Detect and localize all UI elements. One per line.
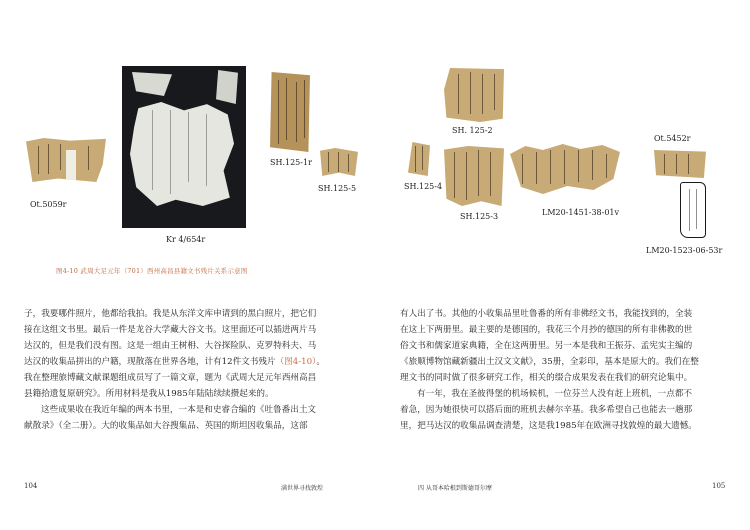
manuscript-fragment-ot5059: [26, 138, 106, 182]
running-title: 四 从哥本哈根到斯德哥尔摩: [418, 485, 492, 492]
running-title: 满世界寻找敦煌: [281, 485, 324, 492]
left-body-text: [24, 306, 354, 434]
text-line: 子，我要哪件照片，他都给我拍。我是从东洋文库申请到的黑白照片，把它们: [24, 309, 317, 319]
manuscript-fragment-lm20-1523: [680, 182, 706, 238]
text-line: 献散录》（全二册）。大的收集品如大谷搜集品、英国的斯坦因收集品，这部: [24, 421, 308, 431]
label-lm20-1451: LM20-1451-38-01v: [542, 208, 620, 217]
manuscript-fragment-sh1254: [408, 142, 430, 176]
right-page: [392, 42, 736, 502]
manuscript-fragment-sh1252: [444, 68, 504, 122]
page-number: 104: [24, 482, 38, 490]
manuscript-fragment-ot5452: [654, 150, 706, 178]
text-line: 达汉的收集品拼出的户籍，现散落在世界各地，计有12件文书残片（图4-10）。: [24, 357, 325, 367]
label-sh1255: SH.125-5: [318, 184, 357, 193]
figure-reference-link[interactable]: （图4-10）: [275, 357, 317, 367]
text-line: 里，把马达汉的收集品调查清楚，这是我1985年在欧洲寻找敦煌的最大遗憾。: [400, 421, 697, 431]
left-page: [16, 42, 360, 502]
manuscript-fragment-kr4: [122, 66, 246, 228]
label-sh1252: SH. 125-2: [452, 126, 493, 135]
figure-caption: 图4-10 武周大足元年（701）西州高昌县籍文书残片关系示意图: [56, 267, 248, 275]
text-line: 接在这组文书里。最后一件是龙谷大学藏大谷文书。这里面还可以插进两片马: [24, 325, 317, 335]
manuscript-fragment-lm20-1451: [510, 144, 620, 194]
text-line: 着急，因为她很快可以搭后面的班机去赫尔辛基。我多希望自己也能去一趟那: [400, 405, 693, 415]
label-sh1254: SH.125-4: [404, 182, 443, 191]
label-sh1251: SH.125-1r: [270, 158, 312, 167]
text-line: 这些成果收在我近年编的两本书里，一本是和史睿合编的《吐鲁番出土文: [41, 405, 317, 415]
text-line: 《旅顺博物馆藏新疆出土汉文文献》，35册，全彩印，基本是原大的。我们在整: [400, 357, 699, 367]
text-line: 俗文书和儒家道家典籍，全在这两册里。另一本是我和王振芬、孟宪实主编的: [400, 341, 693, 351]
right-body-text: [400, 306, 728, 434]
page-number: 105: [712, 482, 726, 490]
manuscript-fragment-sh1255: [320, 148, 358, 176]
label-kr4: Kr 4/654r: [166, 235, 206, 244]
text-line: 我在整理旅博藏文献课题组成员写了一篇文章，题为《武周大足元年西州高昌: [24, 373, 317, 383]
text-line: 理文书的同时做了很多研究工作，相关的缀合成果发表在我们的研究论集中。: [400, 373, 693, 383]
manuscript-fragment-sh1251: [270, 72, 310, 152]
label-lm20-1523: LM20-1523-06-53r: [646, 246, 723, 255]
text-line: 在这上下两册里。最主要的是德国的，我花三个月抄的德国的所有非佛教的世: [400, 325, 693, 335]
text-line: 达汉的，但是我们没有图。这是一组由王树枏、大谷探险队、克罗特科夫、马: [24, 341, 317, 351]
text-line: 有人出了书。其他的小收集品里吐鲁番的所有非佛经文书，我能找到的，全装: [400, 309, 693, 319]
label-ot5452: Ot.5452r: [654, 134, 691, 143]
label-ot5059: Ot.5059r: [30, 200, 67, 209]
text-line: 县籍拾遗复原研究》。所用材料是我从1985年陆陆续续攒起来的。: [24, 389, 274, 399]
text-line: 有一年，我在圣彼得堡的机场候机，一位芬兰人没有赶上班机，一点都不: [417, 389, 693, 399]
label-sh1253: SH.125-3: [460, 212, 499, 221]
manuscript-fragment-sh1253: [444, 146, 504, 206]
